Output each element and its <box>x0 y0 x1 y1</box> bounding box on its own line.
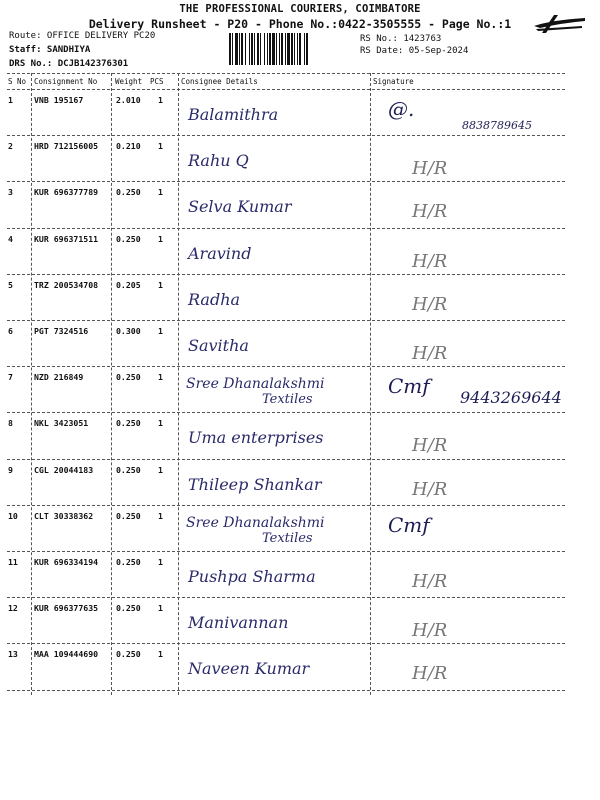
row-pcs: 1 <box>158 95 163 105</box>
row-signature: H/R <box>412 293 448 315</box>
row-consignee-name: Sree Dhanalakshmi <box>186 376 325 393</box>
rs-date: RS Date: 05-Sep-2024 <box>360 46 469 56</box>
barcode-bar <box>241 33 243 65</box>
row-consignment-no: KUR 696377635 <box>34 603 99 614</box>
row-consignment-no: NKL 3423051 <box>34 418 89 429</box>
row-pcs: 1 <box>158 187 163 198</box>
col-divider <box>31 73 32 695</box>
row-sno: 1 <box>8 95 13 105</box>
row-consignee-name-line2: Textiles <box>262 530 313 546</box>
row-phone-number: 9443269644 <box>460 388 562 408</box>
row-sno: 2 <box>8 141 13 152</box>
staff-label: Staff: SANDHIYA <box>9 45 91 55</box>
row-consignment-no: VNB 195167 <box>34 95 84 105</box>
row-sno: 12 <box>8 603 18 614</box>
row-sno: 7 <box>8 372 13 383</box>
row-sno: 9 <box>8 464 13 475</box>
row-consignee-name: Thileep Shankar <box>188 474 322 494</box>
row-phone-number: 8838789645 <box>462 119 532 132</box>
col-header-sno: S No <box>8 77 27 86</box>
row-weight: 0.250 <box>116 557 141 567</box>
row-weight: 0.250 <box>116 187 141 198</box>
col-header-consignment: Consignment No <box>34 77 98 86</box>
col-divider <box>370 73 371 695</box>
barcode-bar <box>279 33 280 65</box>
row-consignment-no: KUR 696371511 <box>34 233 99 244</box>
row-sno: 13 <box>8 649 18 660</box>
row-pcs: 1 <box>158 418 163 429</box>
row-consignee-name: Naveen Kumar <box>188 659 310 679</box>
row-signature: H/R <box>412 158 448 180</box>
row-consignment-no: TRZ 200534708 <box>34 279 99 290</box>
row-sno: 10 <box>8 510 18 521</box>
runsheet-title: Delivery Runsheet - P20 - Phone No.:0422-3505555 - Page No.:1 <box>88 17 512 31</box>
barcode-bar <box>276 33 277 65</box>
row-consignment-no: CGL 20044183 <box>34 464 94 475</box>
row-consignment-no: CLT 30338362 <box>34 510 94 521</box>
row-weight: 0.250 <box>116 464 141 475</box>
row-weight: 0.205 <box>116 279 141 290</box>
row-signature: H/R <box>412 571 448 592</box>
row-divider <box>7 597 565 598</box>
row-weight: 0.250 <box>116 233 141 244</box>
barcode-bar <box>229 33 231 65</box>
barcode-bar <box>291 33 293 65</box>
row-divider <box>7 643 565 644</box>
row-pcs: 1 <box>158 141 163 152</box>
row-consignee-name: Aravind <box>188 243 252 263</box>
row-sno: 5 <box>8 279 13 290</box>
row-consignment-no: KUR 696334194 <box>34 557 99 567</box>
barcode-bar <box>297 33 298 65</box>
header-rule <box>7 89 565 90</box>
rs-number: RS No.: 1423763 <box>360 34 442 44</box>
row-consignee-name: Selva Kumar <box>188 197 292 217</box>
barcode-bar <box>285 33 286 65</box>
row-consignee-name-line2: Textiles <box>262 392 313 408</box>
row-weight: 0.300 <box>116 326 141 336</box>
row-weight: 2.010 <box>116 95 141 105</box>
brand-logo <box>532 14 587 34</box>
barcode-bar <box>267 33 268 65</box>
row-consignee-name: Radha <box>188 289 241 309</box>
drs-number: DRS No.: DCJB142376301 <box>9 59 129 69</box>
barcode-bar <box>260 33 261 65</box>
row-signature: H/R <box>412 663 448 685</box>
barcode-bar <box>272 33 275 65</box>
row-consignee-name: Uma enterprises <box>188 428 324 448</box>
row-pcs: 1 <box>158 233 163 244</box>
col-header-pcs: PCS <box>150 77 164 86</box>
row-pcs: 1 <box>158 372 163 383</box>
row-divider <box>7 412 565 413</box>
barcode-bar <box>287 33 290 65</box>
barcode-bar <box>294 33 295 65</box>
barcode-bar <box>232 33 233 65</box>
row-sno: 4 <box>8 233 13 244</box>
row-weight: 0.250 <box>116 372 141 383</box>
row-sno: 8 <box>8 418 13 429</box>
row-divider <box>7 690 565 691</box>
row-consignee-name: Sree Dhanalakshmi <box>186 514 325 531</box>
row-weight: 0.210 <box>116 141 141 152</box>
row-divider <box>7 459 565 460</box>
col-divider <box>111 73 112 695</box>
row-consignee-name: Pushpa Sharma <box>188 567 316 586</box>
row-pcs: 1 <box>158 279 163 290</box>
row-consignee-name: Manivannan <box>188 613 289 633</box>
row-weight: 0.250 <box>116 649 141 660</box>
col-header-weight: Weight <box>115 77 143 86</box>
col-divider <box>178 73 179 695</box>
row-divider <box>7 274 565 275</box>
barcode-bar <box>304 33 305 65</box>
row-pcs: 1 <box>158 464 163 475</box>
row-sno: 3 <box>8 187 13 198</box>
row-signature: Cmf <box>388 512 430 537</box>
row-signature: H/R <box>412 478 448 500</box>
row-pcs: 1 <box>158 326 163 336</box>
row-sno: 11 <box>8 557 18 567</box>
barcode-bar <box>249 33 250 65</box>
row-consignment-no: PGT 7324516 <box>34 326 89 336</box>
row-divider <box>7 366 565 367</box>
col-header-signature: Signature <box>373 77 414 86</box>
row-consignee-name: Rahu Q <box>188 151 249 171</box>
row-signature: H/R <box>412 250 448 272</box>
barcode-bar <box>264 33 265 65</box>
row-consignment-no: KUR 696377789 <box>34 187 99 198</box>
row-sno: 6 <box>8 326 13 336</box>
row-divider <box>7 135 565 136</box>
barcode-bar <box>269 33 271 65</box>
barcode-bar <box>281 33 283 65</box>
row-divider <box>7 505 565 506</box>
row-consignee-name: Balamithra <box>188 105 279 124</box>
row-pcs: 1 <box>158 649 163 660</box>
row-pcs: 1 <box>158 603 163 614</box>
barcode-bar <box>257 33 259 65</box>
barcode-bar <box>299 33 301 65</box>
barcode-bar <box>254 33 255 65</box>
row-consignment-no: MAA 109444690 <box>34 649 99 660</box>
row-consignee-name: Savitha <box>188 336 249 355</box>
row-signature: H/R <box>412 435 448 457</box>
row-signature: H/R <box>412 343 448 364</box>
row-consignment-no: HRD 712156005 <box>34 141 99 152</box>
barcode-bar <box>245 33 246 65</box>
row-weight: 0.250 <box>116 418 141 429</box>
row-divider <box>7 181 565 182</box>
row-signature: H/R <box>412 620 448 642</box>
row-pcs: 1 <box>158 557 163 567</box>
company-name: THE PROFESSIONAL COURIERS, COIMBATORE <box>179 3 421 15</box>
row-signature: Cmf <box>388 374 430 399</box>
row-weight: 0.250 <box>116 603 141 614</box>
row-divider <box>7 551 565 552</box>
row-signature: @. <box>388 97 415 121</box>
table-top-rule <box>7 73 565 74</box>
row-divider <box>7 320 565 321</box>
barcode-bar <box>235 33 238 65</box>
col-header-consignee: Consignee Details <box>181 77 258 86</box>
row-divider <box>7 228 565 229</box>
barcode-image <box>228 33 346 65</box>
row-weight: 0.250 <box>116 510 141 521</box>
row-consignment-no: NZD 216849 <box>34 372 84 383</box>
barcode-bar <box>306 33 308 65</box>
row-signature: H/R <box>412 201 448 223</box>
barcode-bar <box>239 33 240 65</box>
route-label: Route: OFFICE DELIVERY PC20 <box>9 31 156 41</box>
barcode-bar <box>251 33 253 65</box>
row-pcs: 1 <box>158 510 163 521</box>
